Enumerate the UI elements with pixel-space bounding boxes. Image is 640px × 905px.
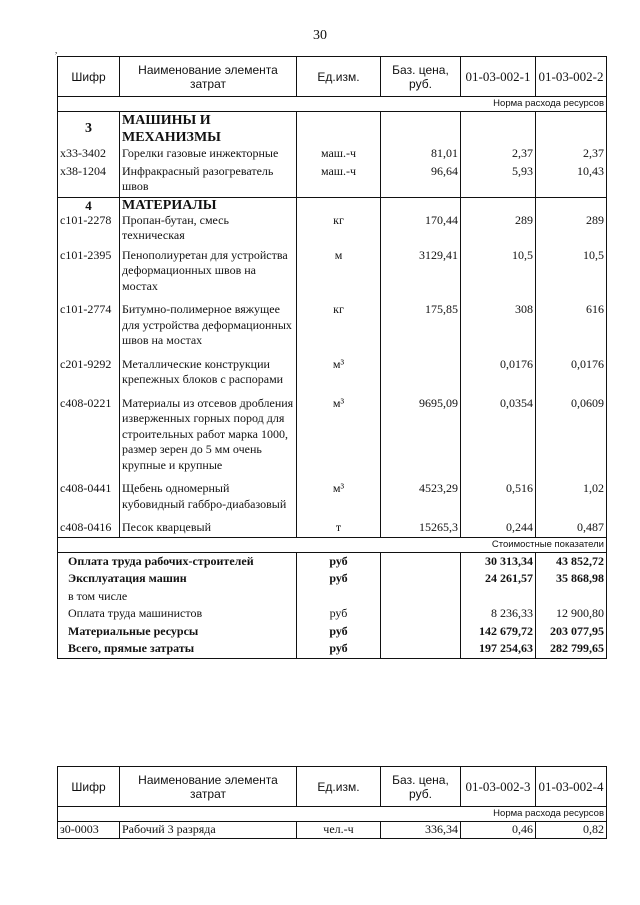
row-code: с101-2774 — [58, 302, 120, 357]
row-value-1: 0,0176 — [461, 357, 536, 396]
row-price: 9695,09 — [381, 396, 461, 482]
table-header — [58, 767, 607, 807]
summary-row — [58, 552, 607, 570]
machines-body — [58, 146, 607, 197]
row-value-1: 0,244 — [461, 520, 536, 537]
resource-table-1 — [57, 56, 607, 659]
row-price: 96,64 — [381, 164, 461, 198]
row-code: х38-1204 — [58, 164, 120, 198]
header-code: Шифр — [58, 57, 120, 97]
row-value-2: 2,37 — [536, 146, 607, 164]
summary-body — [58, 552, 607, 658]
summary-unit: руб — [297, 605, 381, 623]
norm-row — [58, 807, 607, 822]
header-name: Наименование элемента затрат — [120, 57, 297, 97]
header-col2: 01-03-002-2 — [536, 57, 607, 97]
row-name: Горелки газовые инжекторные — [120, 146, 297, 164]
row-unit: маш.-ч — [297, 146, 381, 164]
row-value-2: 10,43 — [536, 164, 607, 198]
row-price: 15265,3 — [381, 520, 461, 537]
page-number: 30 — [313, 28, 327, 43]
row-name: Щебень одномерный кубовидный габбро-диабазовый — [120, 481, 297, 520]
row-value-1: 0,516 — [461, 481, 536, 520]
row-value-2: 0,487 — [536, 520, 607, 537]
row-value-1: 308 — [461, 302, 536, 357]
header-unit: Ед.изм. — [297, 767, 381, 807]
norm-label: Норма расхода ресурсов — [58, 97, 607, 112]
row-name: Рабочий 3 разряда — [120, 822, 297, 839]
table-row — [58, 248, 607, 303]
row-unit: кг — [297, 213, 381, 248]
section-row-materials — [58, 197, 607, 213]
row-value-2: 289 — [536, 213, 607, 248]
row-name: Инфракрасный разогреватель швов — [120, 164, 297, 198]
summary-price-empty — [381, 640, 461, 658]
summary-price-empty — [381, 552, 461, 570]
table-row — [58, 822, 607, 839]
materials-body — [58, 213, 607, 538]
summary-value-2 — [536, 588, 607, 606]
row-name: Пенополиуретан для устройства деформационных швов на мостах — [120, 248, 297, 303]
row-price: 336,34 — [381, 822, 461, 839]
summary-price-empty — [381, 588, 461, 606]
row-code: з0-0003 — [58, 822, 120, 839]
row-value-2: 10,5 — [536, 248, 607, 303]
summary-row — [58, 640, 607, 658]
summary-price-empty — [381, 570, 461, 588]
summary-name: Всего, прямые затраты — [58, 640, 297, 658]
table-row — [58, 164, 607, 198]
table-row — [58, 396, 607, 482]
summary-unit: руб — [297, 623, 381, 641]
row-price — [381, 357, 461, 396]
row-code: с201-9292 — [58, 357, 120, 396]
norm-label: Норма расхода ресурсов — [58, 807, 607, 822]
header-code: Шифр — [58, 767, 120, 807]
row-unit: маш.-ч — [297, 164, 381, 198]
header-unit: Ед.изм. — [297, 57, 381, 97]
summary-value-2: 12 900,80 — [536, 605, 607, 623]
row-unit: м³ — [297, 357, 381, 396]
corner-mark: , — [55, 45, 58, 55]
row-value-1: 0,46 — [461, 822, 536, 839]
section-number: 3 — [58, 112, 120, 147]
summary-name: в том числе — [58, 588, 297, 606]
row-code: с408-0416 — [58, 520, 120, 537]
summary-name: Эксплуатация машин — [58, 570, 297, 588]
row-price: 170,44 — [381, 213, 461, 248]
summary-value-2: 203 077,95 — [536, 623, 607, 641]
table-row — [58, 146, 607, 164]
summary-unit: руб — [297, 552, 381, 570]
table-header — [58, 57, 607, 97]
summary-name: Оплата труда машинистов — [58, 605, 297, 623]
row-unit: м³ — [297, 481, 381, 520]
row-name: Металлические конструкции крепежных блоков с распорами — [120, 357, 297, 396]
norm-row — [58, 97, 607, 112]
summary-row — [58, 570, 607, 588]
summary-name: Оплата труда рабочих-строителей — [58, 552, 297, 570]
row-price: 175,85 — [381, 302, 461, 357]
row-name: Битумно-полимерное вяжущее для устройства деформационных швов на мостах — [120, 302, 297, 357]
table-row — [58, 357, 607, 396]
row-price: 4523,29 — [381, 481, 461, 520]
row-code: с101-2395 — [58, 248, 120, 303]
header-col1: 01-03-002-3 — [461, 767, 536, 807]
section-number: 4 — [58, 197, 120, 213]
row-value-1: 2,37 — [461, 146, 536, 164]
row-price: 3129,41 — [381, 248, 461, 303]
row-code: с101-2278 — [58, 213, 120, 248]
section-title: МАШИНЫ И МЕХАНИЗМЫ — [120, 112, 297, 147]
summary-value-1: 24 261,57 — [461, 570, 536, 588]
section-title: МАТЕРИАЛЫ — [120, 197, 297, 213]
row-value-2: 0,0176 — [536, 357, 607, 396]
summary-value-1: 142 679,72 — [461, 623, 536, 641]
row-unit: т — [297, 520, 381, 537]
row-value-2: 0,0609 — [536, 396, 607, 482]
summary-value-1: 8 236,33 — [461, 605, 536, 623]
summary-unit — [297, 588, 381, 606]
row-value-2: 0,82 — [536, 822, 607, 839]
table-row — [58, 213, 607, 248]
cost-row — [58, 537, 607, 552]
header-col2: 01-03-002-4 — [536, 767, 607, 807]
summary-value-1 — [461, 588, 536, 606]
row-value-2: 1,02 — [536, 481, 607, 520]
summary-value-1: 30 313,34 — [461, 552, 536, 570]
summary-unit: руб — [297, 570, 381, 588]
summary-row — [58, 623, 607, 641]
summary-row — [58, 588, 607, 606]
row-value-1: 0,0354 — [461, 396, 536, 482]
row-code: с408-0441 — [58, 481, 120, 520]
resource-table-2 — [57, 766, 607, 839]
row-unit: кг — [297, 302, 381, 357]
row-code: с408-0221 — [58, 396, 120, 482]
table2-body — [58, 822, 607, 839]
summary-value-2: 43 852,72 — [536, 552, 607, 570]
header-name: Наименование элемента затрат — [120, 767, 297, 807]
summary-name: Материальные ресурсы — [58, 623, 297, 641]
row-name: Песок кварцевый — [120, 520, 297, 537]
summary-value-2: 35 868,98 — [536, 570, 607, 588]
row-name: Материалы из отсевов дробления изверженных горных пород для строительных работ марка 1000, размер зерен до 5 мм очень крупные и крупные — [120, 396, 297, 482]
row-value-1: 10,5 — [461, 248, 536, 303]
table-row — [58, 302, 607, 357]
table-row — [58, 520, 607, 537]
row-value-1: 5,93 — [461, 164, 536, 198]
row-name: Пропан-бутан, смесь техническая — [120, 213, 297, 248]
row-unit: чел.-ч — [297, 822, 381, 839]
row-value-1: 289 — [461, 213, 536, 248]
summary-value-2: 282 799,65 — [536, 640, 607, 658]
cost-label: Стоимостные показатели — [58, 537, 607, 552]
summary-price-empty — [381, 623, 461, 641]
row-price: 81,01 — [381, 146, 461, 164]
summary-row — [58, 605, 607, 623]
summary-price-empty — [381, 605, 461, 623]
header-price: Баз. цена, руб. — [381, 767, 461, 807]
row-unit: м³ — [297, 396, 381, 482]
row-value-2: 616 — [536, 302, 607, 357]
summary-unit: руб — [297, 640, 381, 658]
summary-value-1: 197 254,63 — [461, 640, 536, 658]
row-unit: м — [297, 248, 381, 303]
header-price: Баз. цена, руб. — [381, 57, 461, 97]
header-col1: 01-03-002-1 — [461, 57, 536, 97]
table-row — [58, 481, 607, 520]
row-code: х33-3402 — [58, 146, 120, 164]
section-row-machines — [58, 112, 607, 147]
